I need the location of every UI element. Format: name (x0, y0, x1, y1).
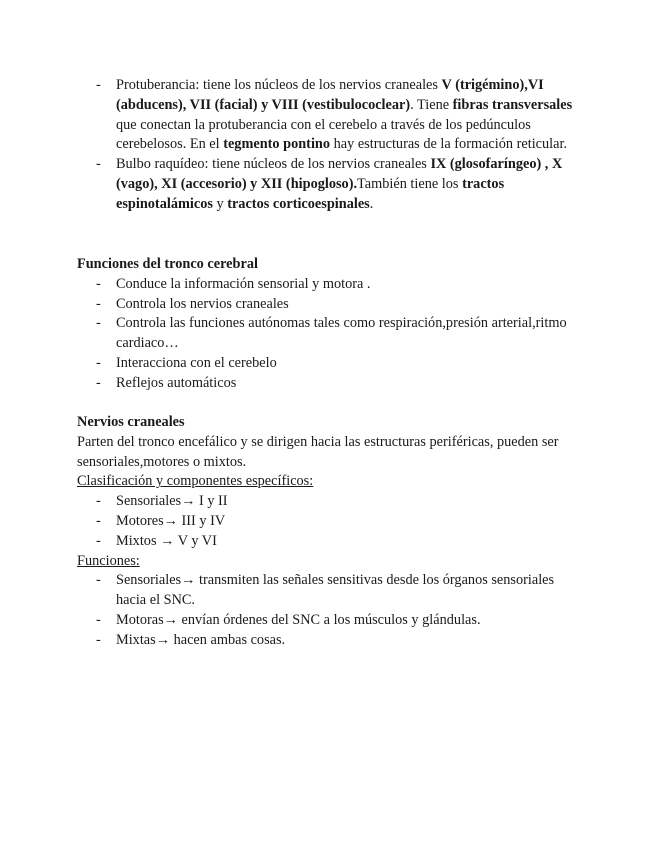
list-dash: - (96, 572, 101, 589)
list-item-text: Motores→ III y IV (116, 512, 226, 529)
list-item (77, 492, 587, 512)
list-dash: - (96, 295, 101, 312)
list-item-text: Motoras→ envían órdenes del SNC a los músculos y glándulas. (116, 611, 481, 628)
text-run: hay estructuras de la formación reticular. (330, 136, 568, 153)
classification-list (77, 492, 587, 551)
text-run: . (369, 195, 374, 212)
list-item (77, 571, 587, 611)
list-item-text: Mixtos → V y VI (116, 532, 217, 549)
list-item (77, 512, 587, 532)
text-run: que conectan la protuberancia con el cerebelo a través de los pedúnculos cerebelosos. En el (116, 116, 531, 153)
list-item (77, 354, 587, 374)
classification-label: Clasificación y componentes específicos: (77, 473, 314, 490)
bold-text-run: tractos corticoespinales (227, 195, 370, 212)
text-run: Bulbo raquídeo: tiene núcleos de los nervios craneales (116, 156, 431, 173)
list-item-text: Sensoriales→ transmiten las señales sensitivas desde los órganos sensoriales hacia el SNC. (116, 572, 555, 609)
list-dash: - (96, 315, 101, 332)
bold-text-run: IX (glosofaríngeo) , X (vago), XI (accesorio) y XII (hipogloso). (116, 156, 563, 192)
list-item (77, 611, 587, 631)
list-dash: - (96, 374, 101, 391)
cranial-nerves-section (77, 413, 587, 651)
list-item-text: Interacciona con el cerebelo (116, 354, 277, 371)
text-run: y (212, 195, 228, 212)
brainstem-functions-section (77, 255, 587, 394)
list-dash: - (96, 611, 101, 628)
list-item-text: Mixtas→ hacen ambas cosas. (116, 631, 286, 648)
functions-label: Funciones: (77, 552, 140, 569)
list-dash: - (96, 532, 101, 549)
list-item-bulbo (77, 155, 587, 214)
text-run: También tiene los (357, 175, 463, 192)
list-dash: - (96, 77, 101, 93)
list-item (77, 314, 587, 354)
list-dash: - (96, 354, 101, 371)
list-item-protuberancia (77, 76, 587, 155)
section-heading: Funciones del tronco cerebral (77, 256, 258, 272)
bold-text-run: tegmento pontino (223, 136, 331, 153)
list-dash: - (96, 631, 101, 648)
section-heading: Nervios craneales (77, 414, 185, 430)
brainstem-parts-section (77, 76, 587, 215)
list-item-text: Reflejos automáticos (116, 374, 237, 391)
brainstem-functions-list (77, 275, 587, 394)
bold-text-run: fibras transversales (452, 96, 573, 113)
list-item (77, 275, 587, 295)
brainstem-parts-list (77, 76, 587, 215)
list-dash: - (96, 493, 101, 510)
bold-text-run: tractos espinotalámicos (116, 175, 505, 212)
list-item-text: Controla los nervios craneales (116, 295, 289, 312)
list-item-text: Controla las funciones autónomas tales como respiración,presión arterial,ritmo cardiaco… (116, 315, 567, 352)
list-item-text: Sensoriales→ I y II (116, 493, 228, 510)
text-run: . Tiene (410, 96, 453, 113)
list-item-text: Conduce la información sensorial y motora . (116, 275, 371, 292)
list-item (77, 374, 587, 394)
intro-paragraph: Parten del tronco encefálico y se dirigen hacia las estructuras periféricas, pueden ser sensoriales,motores o mixtos. (77, 433, 559, 470)
text-run: Protuberancia: tiene los núcleos de los nervios craneales (116, 77, 442, 93)
list-dash: - (96, 156, 101, 173)
list-dash: - (96, 275, 101, 292)
functions-list (77, 571, 587, 650)
list-item (77, 295, 587, 315)
list-item (77, 631, 587, 651)
bold-text-run: V (trigémino),VI (abducens), VII (facial) y VIII (vestibulococlear) (116, 77, 544, 113)
list-item (77, 532, 587, 552)
list-dash: - (96, 512, 101, 529)
